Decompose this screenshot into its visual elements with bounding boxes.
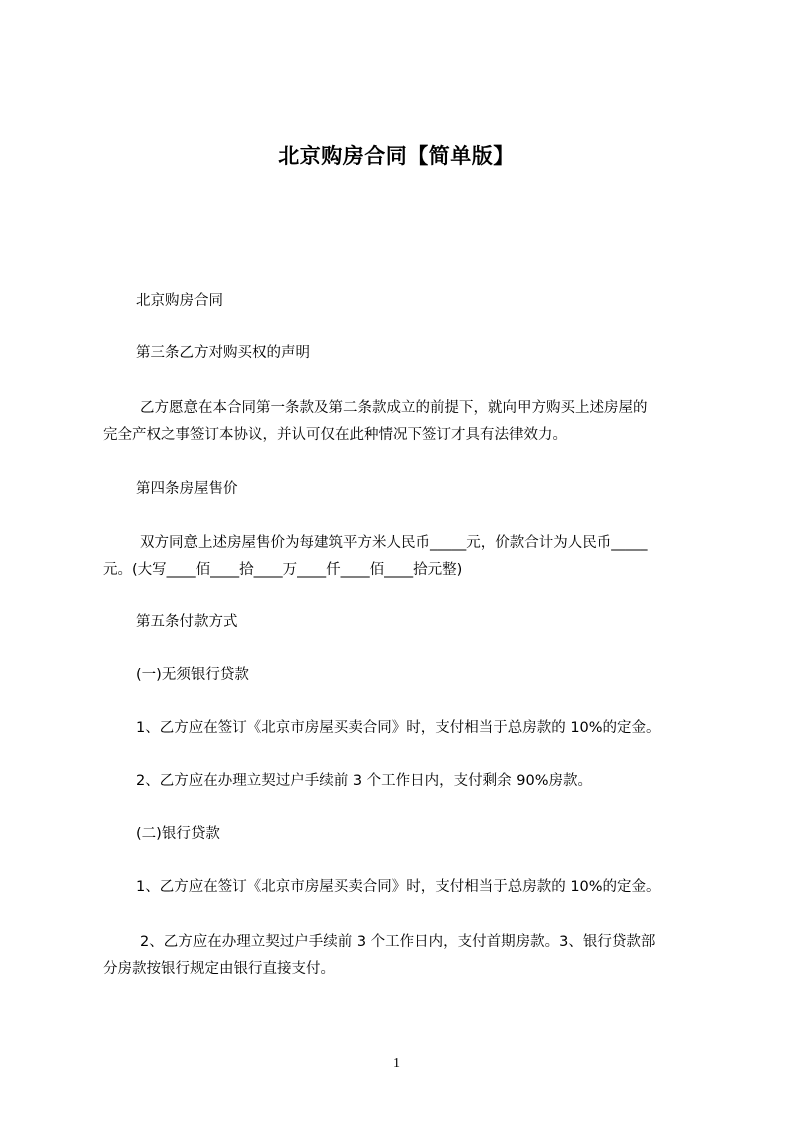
clause-4-heading: 第四条房屋售价 <box>136 481 238 497</box>
bank-loan-item-2-line-2: 分房款按银行规定由银行直接支付。 <box>103 961 335 977</box>
document-title: 北京购房合同【简单版】 <box>278 144 515 168</box>
clause-4-paragraph-line-2: 元。(大写____佰____拾____万____仟____佰____拾元整) <box>103 562 463 578</box>
no-loan-item-2: 2、乙方应在办理立契过户手续前 3 个工作日内，支付剩余 90%房款。 <box>136 773 593 789</box>
page-number: 1 <box>393 1056 400 1071</box>
heading-contract-name: 北京购房合同 <box>136 293 223 309</box>
clause-5-heading: 第五条付款方式 <box>136 614 238 630</box>
section-bank-loan-heading: (二)银行贷款 <box>136 826 220 842</box>
bank-loan-item-2-line-1: 2、乙方应在办理立契过户手续前 3 个工作日内，支付首期房款。3、银行贷款部 <box>140 934 656 950</box>
section-no-loan-heading: (一)无须银行贷款 <box>136 667 249 683</box>
bank-loan-item-1: 1、乙方应在签订《北京市房屋买卖合同》时，支付相当于总房款的 10%的定金。 <box>136 879 661 895</box>
clause-4-paragraph-line-1: 双方同意上述房屋售价为每建筑平方米人民币_____元，价款合计为人民币_____ <box>140 535 648 551</box>
no-loan-item-1: 1、乙方应在签订《北京市房屋买卖合同》时，支付相当于总房款的 10%的定金。 <box>136 720 661 736</box>
clause-3-heading: 第三条乙方对购买权的声明 <box>136 345 310 361</box>
clause-3-paragraph-line-1: 乙方愿意在本合同第一条款及第二条款成立的前提下，就向甲方购买上述房屋的 <box>140 400 648 416</box>
clause-3-paragraph-line-2: 完全产权之事签订本协议，并认可仅在此种情况下签订才具有法律效力。 <box>103 427 567 443</box>
